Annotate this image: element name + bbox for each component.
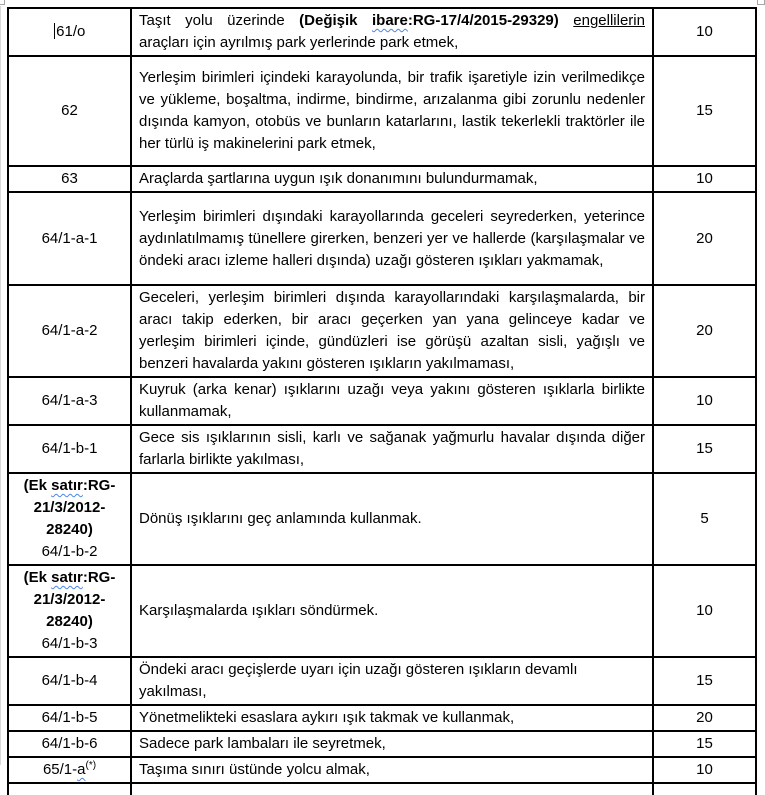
text-segment: engellilerin xyxy=(573,12,645,29)
code-cell[interactable] xyxy=(8,565,131,657)
table-row xyxy=(8,731,756,757)
points-cell[interactable]: 10 xyxy=(653,565,756,657)
table-row xyxy=(8,473,756,565)
text-segment: ibare xyxy=(371,12,408,29)
text-segment: :RG-21/3/2012-28240) xyxy=(33,477,116,538)
text-segment: 64/1-b-5 xyxy=(41,709,98,726)
code-cell[interactable] xyxy=(8,731,131,757)
points-cell[interactable]: 20 xyxy=(653,285,756,377)
points-cell[interactable]: 10 xyxy=(653,377,756,425)
description-cell[interactable] xyxy=(131,192,653,285)
table-row xyxy=(8,285,756,377)
page-edge-line xyxy=(0,6,1,765)
points-cell[interactable]: 5 xyxy=(653,473,756,565)
text-segment: 64/1-a-3 xyxy=(41,392,98,409)
code-cell[interactable] xyxy=(8,285,131,377)
code-cell[interactable] xyxy=(8,166,131,192)
description-cell xyxy=(131,783,653,795)
text-segment: 64/1-b-3 xyxy=(41,635,98,652)
description-cell[interactable] xyxy=(131,8,653,56)
text-segment: satır xyxy=(51,569,83,586)
code-cell[interactable] xyxy=(8,757,131,783)
table-row xyxy=(8,56,756,166)
code-cell[interactable] xyxy=(8,8,131,56)
violations-table-body xyxy=(8,8,756,795)
text-segment: 62 xyxy=(61,102,78,119)
text-segment: Kuyruk (arka kenar) ışıklarını uzağı veya yakını gösteren ışıklarla birlikte kullanmamak, xyxy=(139,381,645,420)
code-cell xyxy=(8,783,131,795)
text-segment: Yerleşim birimleri dışındaki karayollarında geceleri seyrederken, yeterince aydınlatılmamış tünellere girerken, benzeri yer ve hallerde (karşılaşmalar ve öndeki aracı izleme halleri dışında) uzağı gösteren ışıkları yakmamak, xyxy=(139,207,645,269)
description-cell[interactable] xyxy=(131,705,653,731)
table-corner-handle-icon xyxy=(757,0,765,5)
points-cell[interactable]: 15 xyxy=(653,56,756,166)
text-segment: Yerleşim birimleri içindeki karayolunda, bir trafik işaretiyle izin verilmedikçe ve yükleme, boşaltma, indirme, bindirme, arızalanma gibi zorunlu nedenler dışında kamyon, otobüs ve bunların katarlarını, lastik tekerlekli traktörler ile her türlü iş makinelerini park etmek, xyxy=(139,69,645,152)
table-corner-handle-icon xyxy=(0,0,5,5)
points-cell xyxy=(653,783,756,795)
text-segment: 64/1-b-6 xyxy=(41,735,98,752)
table-row-cutoff xyxy=(8,783,756,795)
description-cell[interactable] xyxy=(131,425,653,473)
text-segment: (Ek xyxy=(23,477,52,494)
description-cell[interactable] xyxy=(131,473,653,565)
text-segment: (*) xyxy=(85,760,97,771)
text-cursor xyxy=(54,23,56,39)
text-segment: Dönüş ışıklarını geç anlamında kullanmak. xyxy=(139,510,422,527)
violations-table xyxy=(7,7,757,795)
text-segment xyxy=(559,12,573,29)
text-segment: 64/1-a-2 xyxy=(41,322,98,339)
text-segment: Karşılaşmalarda ışıkları söndürmek. xyxy=(139,602,379,619)
text-segment: Gece sis ışıklarının sisli, karlı ve sağanak yağmurlu havalar dışında diğer farlarla birlikte yakılması, xyxy=(139,429,645,468)
text-segment: Taşıma sınırı üstünde yolcu almak, xyxy=(139,761,370,778)
table-row xyxy=(8,657,756,705)
description-cell[interactable] xyxy=(131,377,653,425)
table-row xyxy=(8,166,756,192)
text-segment: 64/1-b-2 xyxy=(41,543,98,560)
text-segment: (Ek xyxy=(23,569,52,586)
text-segment: 65/1- xyxy=(42,761,78,778)
points-cell[interactable]: 20 xyxy=(653,192,756,285)
code-cell[interactable] xyxy=(8,425,131,473)
text-segment: 63 xyxy=(61,170,78,187)
points-cell[interactable]: 10 xyxy=(653,166,756,192)
description-cell[interactable] xyxy=(131,565,653,657)
text-segment: 61/o xyxy=(56,23,86,40)
table-row xyxy=(8,377,756,425)
text-segment: Geceleri, yerleşim birimleri dışında karayollarındaki karşılaşmalarda, bir aracı takip ederken, bir aracı geçerken yan yana gelinceye kadar ve yerleşim birimleri içinde, gündüzleri ise görüşü azaltan sisli, yağışlı ve benzeri havalarda yakını gösteren ışıkların yakılmaması, xyxy=(139,289,645,372)
points-cell[interactable]: 15 xyxy=(653,425,756,473)
points-cell[interactable]: 15 xyxy=(653,657,756,705)
code-cell[interactable] xyxy=(8,705,131,731)
table-row xyxy=(8,565,756,657)
description-cell[interactable] xyxy=(131,56,653,166)
code-cell[interactable] xyxy=(8,377,131,425)
text-segment: 64/1-a-1 xyxy=(41,229,98,247)
text-segment: 64/1-b-4 xyxy=(41,672,98,689)
text-segment: :RG-17/4/2015-29329) xyxy=(407,12,559,29)
points-cell[interactable]: 20 xyxy=(653,705,756,731)
code-cell[interactable] xyxy=(8,56,131,166)
points-cell[interactable]: 15 xyxy=(653,731,756,757)
table-row xyxy=(8,705,756,731)
text-segment: Araçlarda şartlarına uygun ışık donanımını bulundurmamak, xyxy=(139,170,538,187)
text-segment: :RG-21/3/2012-28240) xyxy=(33,569,116,630)
text-segment: Sadece park lambaları ile seyretmek, xyxy=(139,735,386,752)
text-segment: 64/1-b-1 xyxy=(41,440,98,457)
text-segment: Yönetmelikteki esaslara aykırı ışık takmak ve kullanmak, xyxy=(139,709,515,726)
table-row xyxy=(8,425,756,473)
table-row xyxy=(8,192,756,285)
text-segment: Taşıt yolu üzerinde xyxy=(139,12,300,29)
table-row xyxy=(8,8,756,56)
description-cell[interactable] xyxy=(131,731,653,757)
code-cell[interactable] xyxy=(8,192,131,285)
text-segment: (Değişik xyxy=(299,12,372,29)
code-cell[interactable] xyxy=(8,473,131,565)
text-segment: a xyxy=(77,761,86,778)
text-segment: Öndeki aracı geçişlerde uyarı için uzağı gösteren ışıkların devamlı yakılması, xyxy=(139,661,578,700)
points-cell[interactable]: 10 xyxy=(653,8,756,56)
description-cell[interactable] xyxy=(131,285,653,377)
text-segment: satır xyxy=(51,477,83,494)
points-cell[interactable]: 10 xyxy=(653,757,756,783)
code-cell[interactable] xyxy=(8,657,131,705)
text-segment: araçları için ayrılmış park yerlerinde park etmek, xyxy=(139,34,459,51)
description-cell[interactable] xyxy=(131,757,653,783)
table-row xyxy=(8,757,756,783)
description-cell[interactable] xyxy=(131,657,653,705)
description-cell[interactable] xyxy=(131,166,653,192)
